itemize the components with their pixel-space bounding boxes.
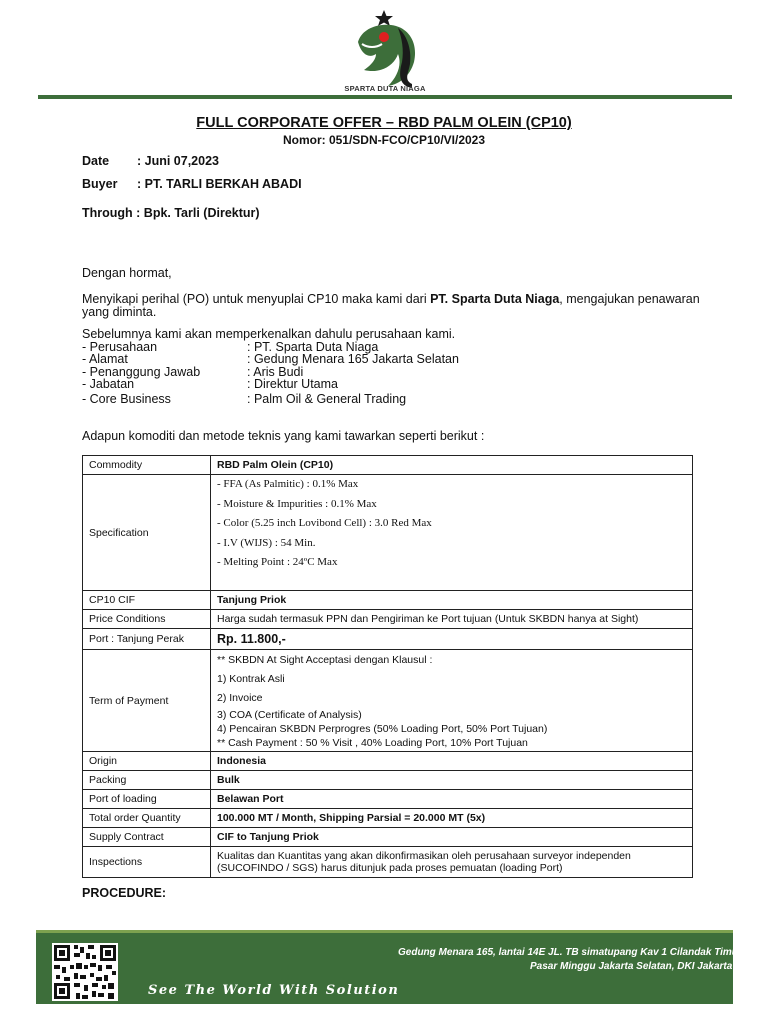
date-label: Date: [82, 154, 110, 168]
intro-text: Menyikapi perihal (PO) untuk menyuplai CP10 maka kami dari: [82, 292, 431, 306]
price-value: Rp. 11.800,-: [211, 629, 693, 650]
procedure-heading: PROCEDURE:: [82, 886, 167, 900]
footer-address-line1: Gedung Menara 165, lantai 14E JL. TB simatupang Kav 1 Cilandak Timur: [398, 947, 742, 958]
row-value: RBD Palm Olein (CP10): [211, 456, 693, 475]
spec-line: - FFA (As Palmitic) : 0.1% Max: [217, 478, 359, 490]
buyer-value: : PT. TARLI BERKAH ABADI: [137, 177, 302, 191]
row-label: Specification: [83, 475, 211, 591]
table-row: [83, 591, 693, 610]
payment-line: ** Cash Payment : 50 % Visit , 40% Loading Port, 10% Port Tujuan: [217, 737, 528, 749]
logo-wordmark: SPARTA DUTA NIAGA: [344, 84, 426, 93]
row-value: Bulk: [211, 771, 693, 790]
row-label: Packing: [83, 771, 211, 790]
payment-line: 2) Invoice: [217, 692, 263, 704]
offer-table: [82, 455, 693, 878]
row-label: Inspections: [83, 847, 211, 878]
row-value: Indonesia: [211, 752, 693, 771]
inspections-line: Kualitas dan Kuantitas yang akan dikonfirmasikan oleh perusahaan surveyor independen: [217, 850, 631, 862]
spec-line: - Color (5.25 inch Lovibond Cell) : 3.0 Red Max: [217, 517, 432, 529]
row-label: Total order Quantity: [83, 809, 211, 828]
table-row: [83, 828, 693, 847]
introduce-paragraph: Sebelumnya kami akan memperkenalkan dahulu perusahaan kami.: [82, 327, 456, 341]
table-row: [83, 790, 693, 809]
document-number: Nomor: 051/SDN-FCO/CP10/VI/2023: [282, 133, 486, 147]
spec-line: - I.V (WIJS) : 54 Min.: [217, 536, 316, 549]
row-label: Commodity: [83, 456, 211, 475]
info-key: - Alamat: [82, 352, 128, 366]
info-value: : Palm Oil & General Trading: [247, 392, 407, 406]
through-row: Through : Bpk. Tarli (Direktur): [82, 206, 260, 220]
table-row: [83, 475, 693, 591]
payment-cell: [211, 650, 693, 752]
row-label: Port of loading: [83, 790, 211, 809]
payment-line: 3) COA (Certificate of Analysis): [217, 709, 362, 721]
info-value: : Gedung Menara 165 Jakarta Selatan: [247, 352, 459, 366]
payment-line: 1) Kontrak Asli: [217, 673, 285, 685]
row-label: Supply Contract: [83, 828, 211, 847]
date-row: [82, 154, 219, 168]
header-divider: [38, 95, 732, 99]
document-title: FULL CORPORATE OFFER – RBD PALM OLEIN (CP10): [196, 115, 572, 131]
row-value: Harga sudah termasuk PPN dan Pengiriman ke Port tujuan (Untuk SKBDN hanya at Sight): [211, 610, 693, 629]
info-value: : Direktur Utama: [247, 377, 338, 391]
qr-code-icon: [52, 943, 118, 1001]
greeting: Dengan hormat,: [82, 266, 172, 280]
payment-line: ** SKBDN At Sight Acceptasi dengan Klausul :: [217, 654, 433, 666]
table-row: [83, 610, 693, 629]
info-key: - Jabatan: [82, 377, 135, 391]
spec-line: - Melting Point : 24ºC Max: [217, 556, 338, 568]
commodity-intro: Adapun komoditi dan metode teknis yang kami tawarkan seperti berikut :: [82, 429, 485, 443]
buyer-label: Buyer: [82, 177, 118, 191]
footer-stripe: [36, 930, 733, 933]
spec-line: - Moisture & Impurities : 0.1% Max: [217, 497, 377, 510]
info-key: - Core Business: [82, 392, 171, 406]
table-row: [83, 847, 693, 878]
table-row: [83, 752, 693, 771]
info-key: - Penanggung Jawab: [82, 365, 201, 379]
spec-cell: [211, 475, 693, 591]
intro-text-end: , mengajukan penawaran yang diminta.: [82, 292, 700, 319]
row-label: CP10 CIF: [83, 591, 211, 610]
row-value: Tanjung Priok: [211, 591, 693, 610]
table-row: [83, 456, 693, 475]
inspections-line: (SUCOFINDO / SGS) harus ditunjuk pada proses pemuatan (loading Port): [217, 862, 563, 874]
company-logo: [340, 4, 430, 96]
payment-line: 4) Pencairan SKBDN Perprogres (50% Loading Port, 50% Port Tujuan): [217, 723, 548, 735]
table-row: [83, 771, 693, 790]
info-key: - Perusahaan: [82, 340, 158, 354]
footer-slogan: See The World With Solution: [148, 983, 400, 998]
row-label: Port : Tanjung Perak: [83, 629, 211, 650]
buyer-row: [82, 177, 302, 191]
row-label: Origin: [83, 752, 211, 771]
table-row: [83, 650, 693, 752]
table-row: [83, 809, 693, 828]
table-row: [83, 629, 693, 650]
row-value: Belawan Port: [211, 790, 693, 809]
footer-address-line2: Pasar Minggu Jakarta Selatan, DKI Jakarta: [530, 961, 733, 972]
intro-paragraph: [82, 293, 722, 319]
date-value: : Juni 07,2023: [137, 154, 219, 168]
intro-company: PT. Sparta Duta Niaga: [430, 292, 560, 306]
row-label: Price Conditions: [83, 610, 211, 629]
row-value: 100.000 MT / Month, Shipping Parsial = 20.000 MT (5x): [211, 809, 693, 828]
row-label: Term of Payment: [83, 650, 211, 752]
row-value: CIF to Tanjung Priok: [211, 828, 693, 847]
info-value: : Aris Budi: [247, 365, 304, 379]
inspections-cell: [211, 847, 693, 878]
info-value: : PT. Sparta Duta Niaga: [247, 340, 379, 354]
footer-banner: [36, 930, 742, 1004]
